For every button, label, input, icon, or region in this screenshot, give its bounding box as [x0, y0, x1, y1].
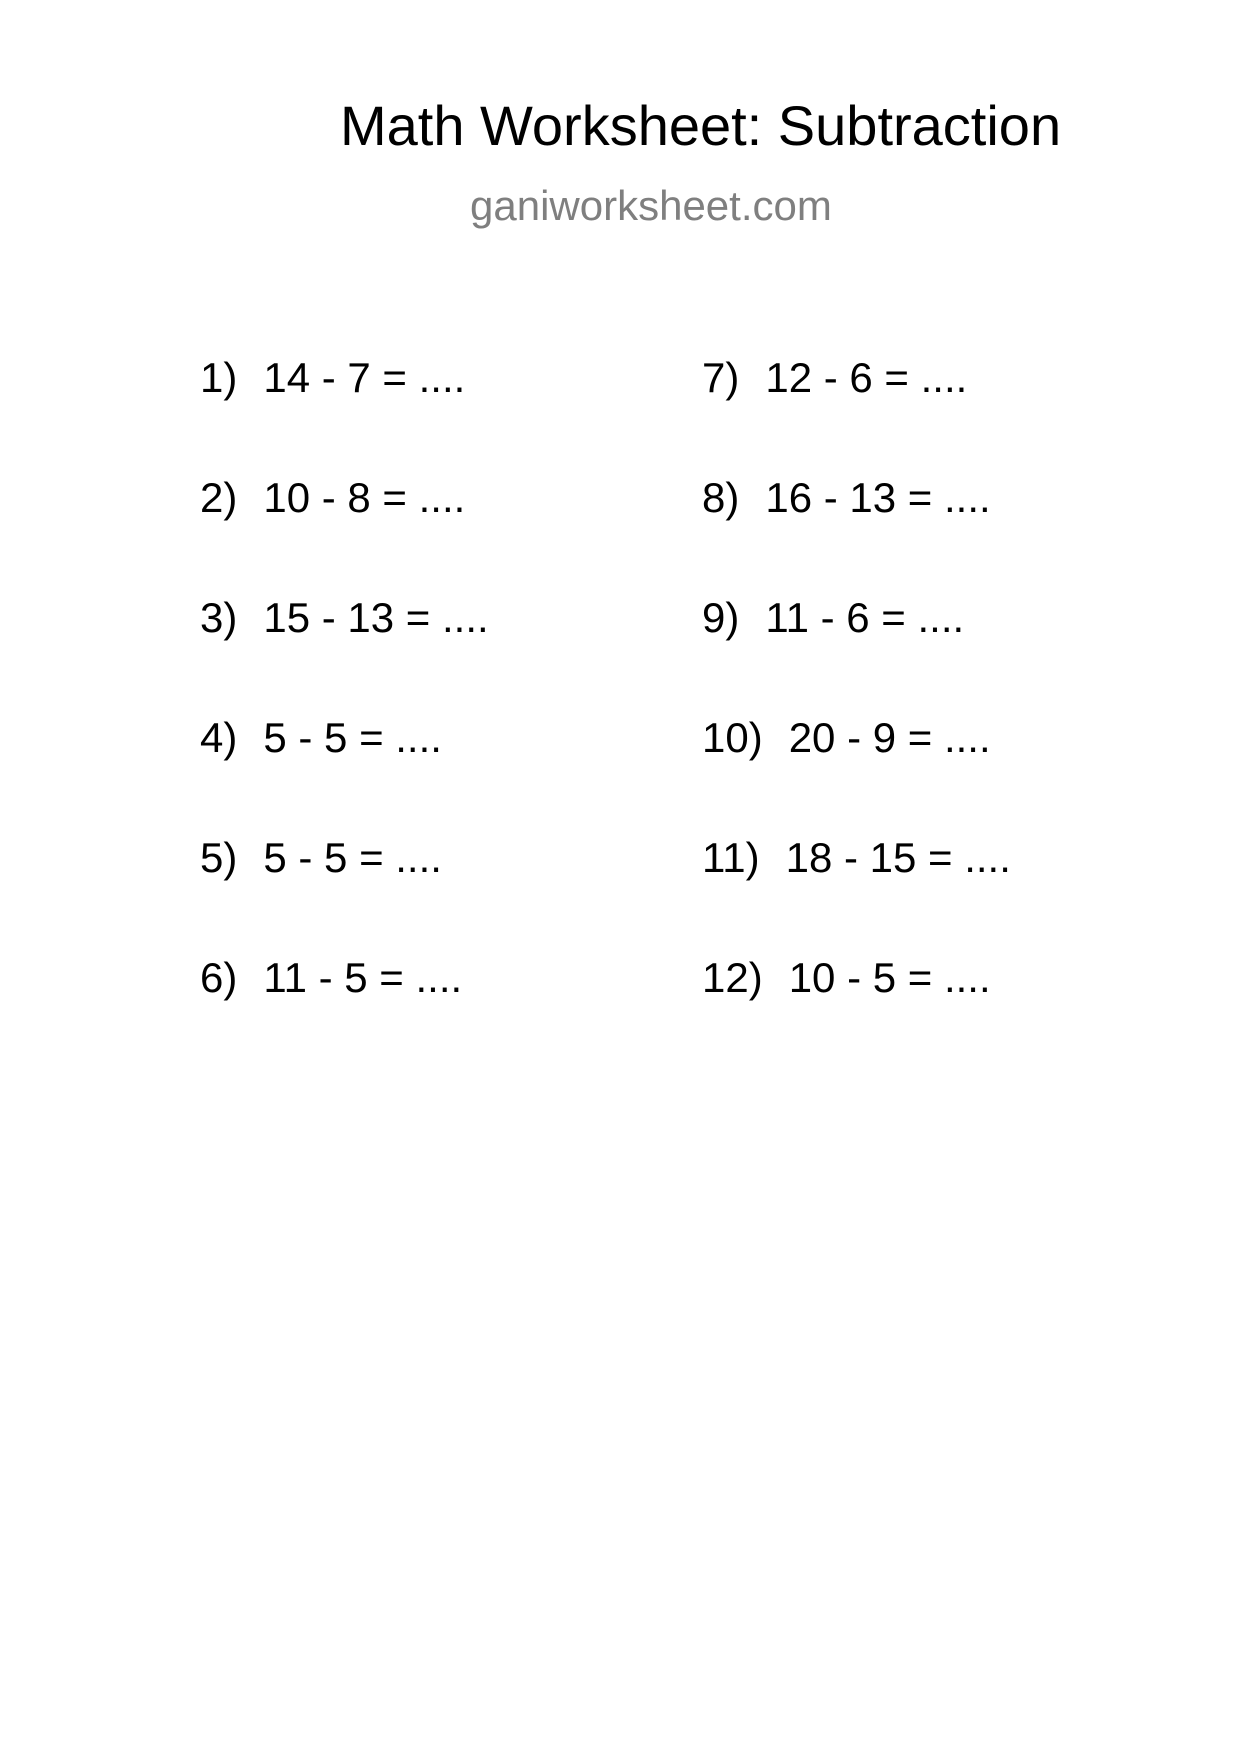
problem-expression: 5 - 5 = ....: [263, 834, 442, 881]
problem-number: 6): [200, 954, 238, 1001]
problem-expression: 10 - 8 = ....: [263, 474, 466, 521]
problem-number: 5): [200, 834, 238, 881]
problem-expression: 15 - 13 = ....: [263, 594, 489, 641]
problem-6: [200, 954, 463, 1001]
problem-expression: 14 - 7 = ....: [263, 354, 466, 401]
problem-10: [702, 714, 991, 761]
problem-3: [200, 594, 489, 641]
problem-number: 11): [702, 834, 760, 881]
problem-11: [702, 834, 1011, 881]
problem-7: [702, 354, 968, 401]
problem-4: [200, 714, 442, 761]
problem-2: [200, 474, 466, 521]
problem-expression: 20 - 9 = ....: [788, 714, 991, 761]
website-label: ganiworksheet.com: [470, 182, 832, 229]
problem-number: 8): [702, 474, 740, 521]
problem-5: [200, 834, 442, 881]
problem-expression: 18 - 15 = ....: [785, 834, 1011, 881]
problem-expression: 11 - 6 = ....: [765, 594, 965, 641]
problem-expression: 16 - 13 = ....: [765, 474, 991, 521]
problem-9: [702, 594, 965, 641]
problem-number: 1): [200, 354, 238, 401]
problem-1: [200, 354, 466, 401]
problem-number: 12): [702, 954, 763, 1001]
problem-expression: 5 - 5 = ....: [263, 714, 442, 761]
problem-expression: 12 - 6 = ....: [765, 354, 968, 401]
problem-expression: 11 - 5 = ....: [263, 954, 463, 1001]
problem-number: 2): [200, 474, 238, 521]
problem-number: 3): [200, 594, 238, 641]
problem-12: [702, 954, 991, 1001]
problem-number: 9): [702, 594, 740, 641]
problem-8: [702, 474, 991, 521]
problem-number: 4): [200, 714, 238, 761]
problem-number: 7): [702, 354, 740, 401]
problem-expression: 10 - 5 = ....: [788, 954, 991, 1001]
page-title: Math Worksheet: Subtraction: [340, 94, 1062, 157]
problem-number: 10): [702, 714, 763, 761]
